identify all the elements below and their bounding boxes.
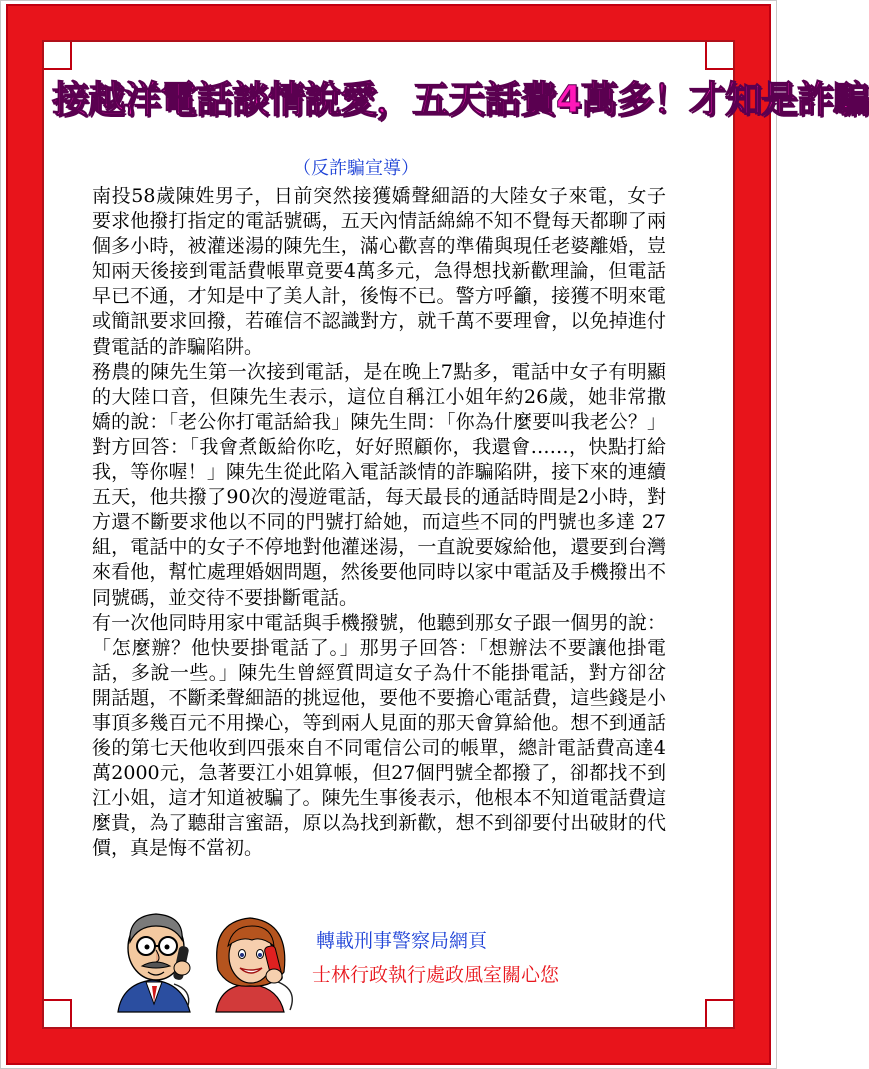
frame-corner	[705, 40, 735, 70]
article-body	[92, 184, 666, 862]
page-title: 接越洋電話談情說愛，五天話費4萬多！才知是詐騙	[52, 78, 869, 121]
credit-source: 轉載刑事警察局網頁	[316, 930, 488, 952]
woman-on-phone-icon	[216, 918, 292, 1012]
page-subtitle: （反詐騙宣導）	[293, 158, 419, 179]
credit-office: 士林行政執行處政風室關心您	[312, 964, 560, 986]
frame-corner	[705, 999, 735, 1029]
article-paragraph: 南投58歲陳姓男子，日前突然接獲嬌聲細語的大陸女子來電，女子要求他撥打指定的電話號碼，五天內情話綿綿不知不覺每天都聊了兩個多小時，被灌迷湯的陳先生，滿心歡喜的準備與現任老婆離婚，豈知兩天後接到電話費帳單竟要4萬多元，急得想找新歡理論，但電話早已不通，才知是中了美人計，後悔不已。警方呼籲，接獲不明來電或簡訊要求回撥，若確信不認識對方，就千萬不要理會，以免掉進付費電話的詐騙陷阱。	[92, 185, 666, 358]
article-paragraph: 有一次他同時用家中電話與手機撥號，他聽到那女子跟一個男的說：「怎麼辦？他快要掛電話了。」那男子回答：「想辦法不要讓他掛電話，多說一些。」陳先生曾經質問這女子為什不能掛電話，對方卻岔開話題，不斷柔聲細語的挑逗他，要他不要擔心電話費，這些錢是小事頂多幾百元不用操心，等到兩人見面的那天會算給他。想不到通話後的第七天他收到四張來自不同電信公司的帳單，總計電話費高達4萬2000元，急著要江小姐算帳，但27個門號全都撥了，卻都找不到江小姐，這才知道被騙了。陳先生事後表示，他根本不知道電話費這麼貴，為了聽甜言蜜語，原以為找到新歡，想不到卻要付出破財的代價，真是悔不當初。	[92, 611, 666, 860]
man-on-phone-icon	[118, 914, 190, 1012]
frame-corner	[42, 40, 72, 70]
phone-call-illustration	[112, 906, 302, 1012]
frame-corner	[42, 999, 72, 1029]
article-paragraph: 務農的陳先生第一次接到電話，是在晚上7點多，電話中女子有明顯的大陸口音，但陳先生表示，這位自稱江小姐年約26歲，她非常撒嬌的說：「老公你打電話給我」陳先生問：「你為什麼要叫我老公？」對方回答：「我會煮飯給你吃，好好照顧你，我還會……，快點打給我，等你喔！」陳先生從此陷入電話談情的詐騙陷阱，接下來的連續五天，他共撥了90次的漫遊電話，每天最長的通話時間是2小時，對方還不斷要求他以不同的門號打給她，而這些不同的門號也多達 27組，電話中的女子不停地對他灌迷湯，一直說要嫁給他，還要到台灣來看他，幫忙處理婚姻問題，然後要他同時以家中電話及手機撥出不同號碼，並交待不要掛斷電話。	[92, 360, 666, 609]
